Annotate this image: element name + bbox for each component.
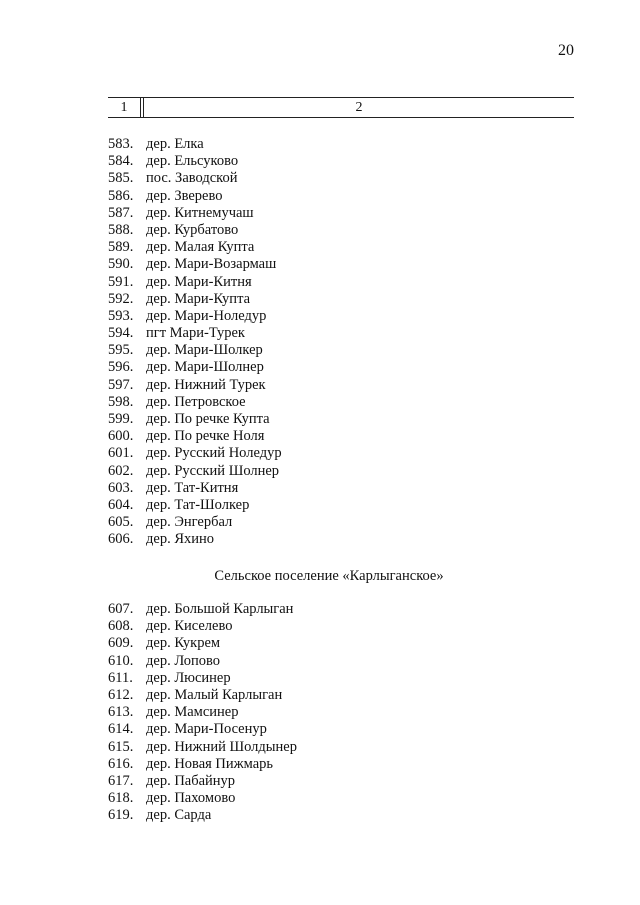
list-item: [108, 618, 297, 635]
item-number: 614.: [108, 721, 134, 738]
list-item: [108, 188, 282, 205]
list-item: [108, 222, 282, 239]
table-column-header: [108, 97, 574, 118]
item-number: 600.: [108, 428, 134, 445]
column-1-label: 1: [120, 100, 128, 115]
item-name: дер. Мари-Посенур: [146, 721, 267, 738]
item-name: дер. Пахомово: [146, 790, 236, 807]
item-name: дер. Мари-Шолкер: [146, 342, 263, 359]
item-name: дер. Киселево: [146, 618, 233, 635]
item-number: 616.: [108, 755, 134, 772]
item-number: 608.: [108, 618, 134, 635]
list-item: [108, 601, 297, 618]
item-name: дер. Пабайнур: [146, 772, 236, 789]
list-item: [108, 205, 282, 222]
item-number: 591.: [108, 273, 134, 290]
item-name: дер. Нижний Шолдынер: [146, 738, 297, 755]
item-name: дер. Мари-Ноледур: [146, 307, 267, 324]
list-item: [108, 739, 297, 756]
item-number: 596.: [108, 359, 134, 376]
list-item: [108, 445, 282, 462]
item-name: дер. Новая Пижмарь: [146, 755, 274, 772]
list-item: [108, 308, 282, 325]
item-number: 590.: [108, 256, 134, 273]
list-item: [108, 239, 282, 256]
item-name: дер. Энгербал: [146, 514, 233, 531]
item-name: дер. Мари-Шолнер: [146, 359, 264, 376]
item-number: 599.: [108, 411, 134, 427]
item-number: 593.: [108, 307, 134, 324]
item-number: 615.: [108, 738, 134, 755]
item-name: дер. Мари-Китня: [146, 273, 252, 290]
item-name: дер. Кукрем: [146, 635, 221, 652]
item-number: 588.: [108, 221, 134, 238]
item-name: дер. Малая Купта: [146, 239, 255, 256]
list-item: [108, 342, 282, 359]
list-item: [108, 480, 282, 497]
item-number: 584.: [108, 153, 134, 170]
list-item: [108, 136, 282, 153]
page-number: 20: [558, 42, 574, 59]
item-name: дер. Малый Карлыган: [146, 686, 283, 703]
list-item: [108, 153, 282, 170]
item-name: пос. Заводской: [146, 170, 238, 187]
item-number: 611.: [108, 669, 133, 686]
list-item: [108, 359, 282, 376]
list-item: [108, 394, 282, 411]
item-number: 603.: [108, 479, 134, 496]
item-number: 586.: [108, 187, 134, 204]
list-item: [108, 653, 297, 670]
item-number: 601.: [108, 445, 134, 462]
item-name: дер. Курбатово: [146, 221, 239, 238]
list-item: [108, 291, 282, 308]
item-name: дер. Сарда: [146, 807, 212, 824]
item-number: 610.: [108, 652, 134, 669]
list-item: [108, 170, 282, 187]
item-number: 612.: [108, 686, 134, 703]
list-item: [108, 274, 282, 291]
item-number: 594.: [108, 325, 134, 342]
item-name: дер. Люсинер: [146, 669, 231, 686]
item-name: дер. Мамсинер: [146, 704, 239, 721]
item-number: 606.: [108, 531, 134, 548]
list-item: [108, 704, 297, 721]
item-name: дер. Лопово: [146, 652, 221, 669]
item-name: дер. Нижний Турек: [146, 376, 266, 393]
list-item: [108, 531, 282, 548]
item-name: пгт Мари-Турек: [146, 325, 245, 342]
list-item: [108, 670, 297, 687]
settlement-list: [108, 136, 282, 549]
item-number: 597.: [108, 376, 134, 393]
item-name: дер. Мари-Купта: [146, 290, 251, 307]
item-name: дер. Ельсуково: [146, 153, 239, 170]
column-divider: [140, 98, 141, 117]
column-2-label: 2: [355, 100, 363, 115]
list-item: [108, 807, 297, 824]
item-name: дер. Мари-Возармаш: [146, 256, 277, 273]
list-item: [108, 497, 282, 514]
list-item: [108, 463, 282, 480]
item-number: 583.: [108, 136, 134, 152]
item-number: 613.: [108, 704, 134, 721]
item-number: 587.: [108, 204, 134, 221]
item-name: дер. Тат-Китня: [146, 479, 239, 496]
list-item: [108, 428, 282, 445]
section-heading: [0, 568, 640, 585]
item-name: дер. По речке Ноля: [146, 428, 265, 445]
item-number: 595.: [108, 342, 134, 359]
item-name: дер. Русский Шолнер: [146, 462, 280, 479]
item-name: дер. Петровское: [146, 393, 246, 410]
item-number: 604.: [108, 496, 134, 513]
list-item: [108, 687, 297, 704]
item-number: 607.: [108, 601, 134, 617]
list-item: [108, 325, 282, 342]
list-item: [108, 377, 282, 394]
item-name: дер. Большой Карлыган: [146, 601, 294, 617]
item-number: 617.: [108, 772, 134, 789]
list-item: [108, 773, 297, 790]
list-item: [108, 721, 297, 738]
item-number: 605.: [108, 514, 134, 531]
item-name: дер. Яхино: [146, 531, 215, 548]
item-number: 589.: [108, 239, 134, 256]
item-number: 618.: [108, 790, 134, 807]
item-number: 619.: [108, 807, 134, 824]
list-item: [108, 790, 297, 807]
item-name: дер. Зверево: [146, 187, 223, 204]
item-name: дер. Елка: [146, 136, 204, 152]
item-name: дер. Китнемучаш: [146, 204, 254, 221]
section-heading-text: Сельское поселение «Карлыганское»: [214, 568, 444, 584]
item-name: дер. По речке Купта: [146, 411, 270, 427]
list-item: [108, 411, 282, 428]
item-name: дер. Русский Ноледур: [146, 445, 282, 462]
settlement-list: [108, 601, 297, 824]
list-item: [108, 256, 282, 273]
list-item: [108, 756, 297, 773]
list-item: [108, 635, 297, 652]
list-item: [108, 514, 282, 531]
item-number: 585.: [108, 170, 134, 187]
item-number: 602.: [108, 462, 134, 479]
item-number: 592.: [108, 290, 134, 307]
item-number: 609.: [108, 635, 134, 652]
item-number: 598.: [108, 393, 134, 410]
item-name: дер. Тат-Шолкер: [146, 496, 250, 513]
